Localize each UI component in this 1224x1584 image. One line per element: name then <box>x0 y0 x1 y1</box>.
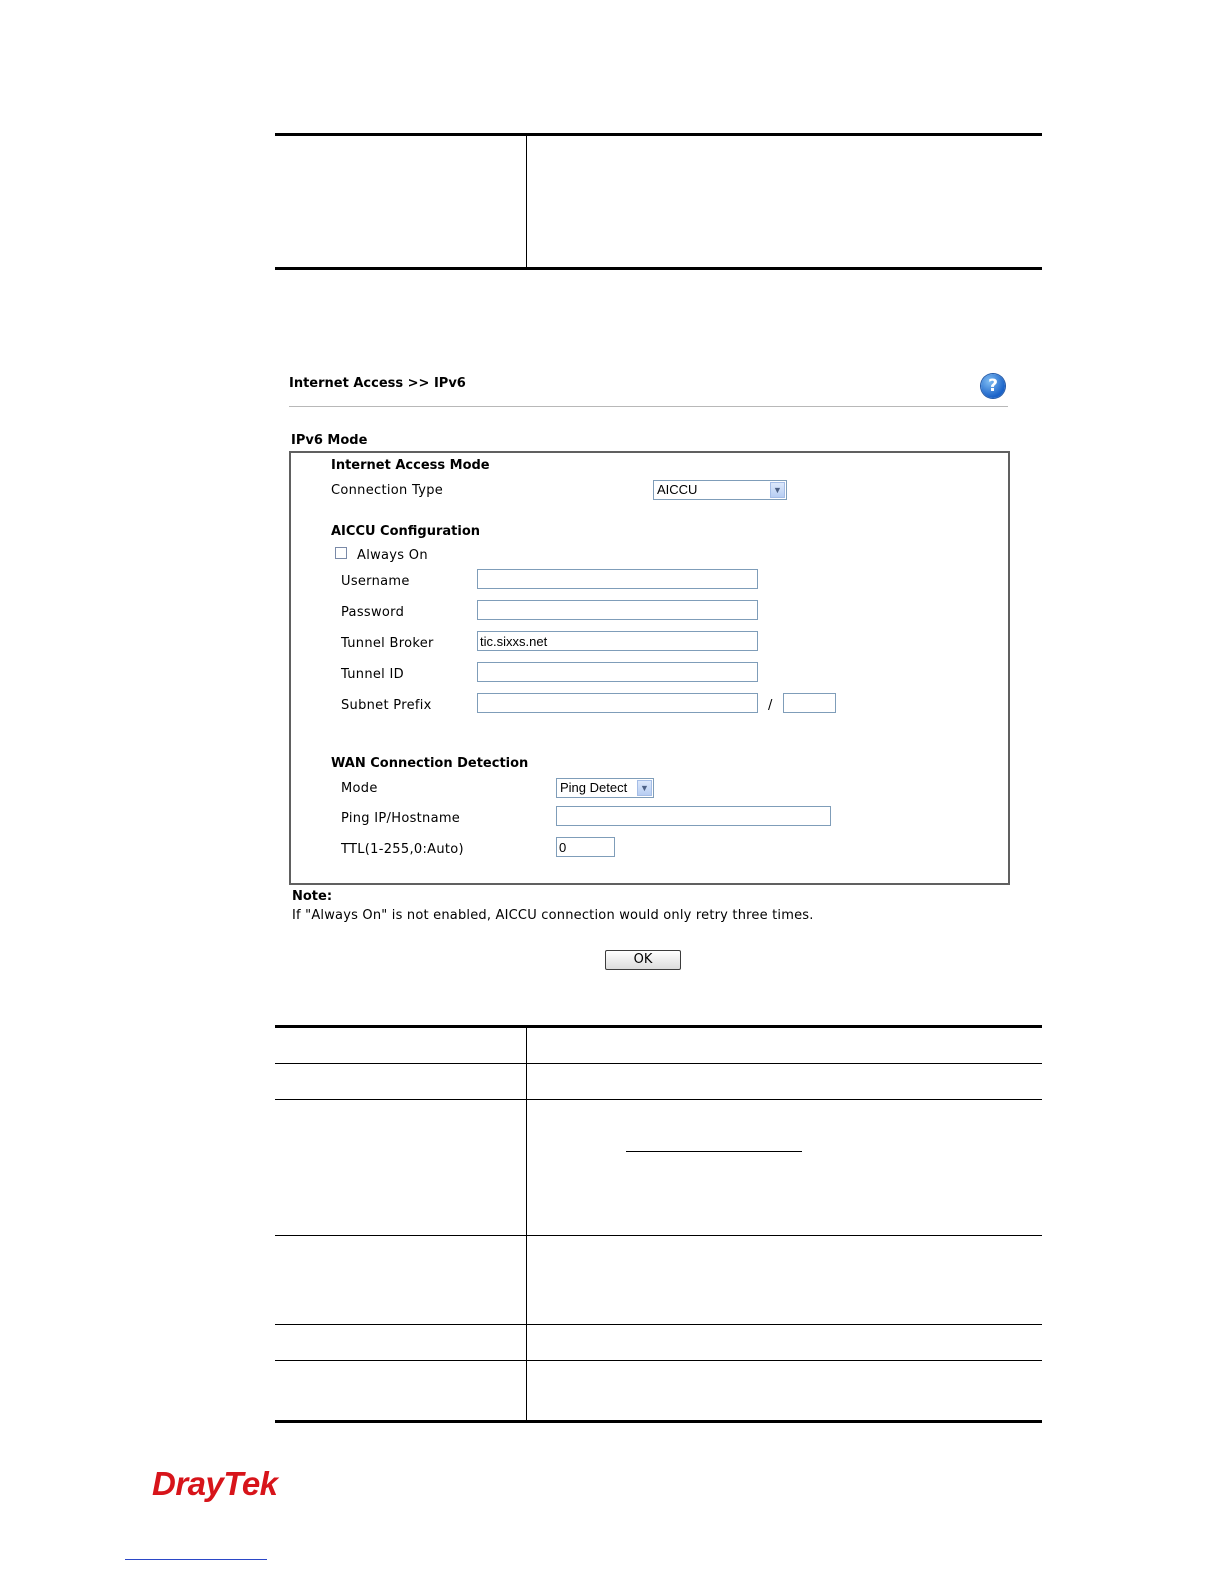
detect-mode-select[interactable] <box>556 778 654 798</box>
bottom-table-row-line <box>275 1063 1042 1064</box>
tunnel-broker-label: Tunnel Broker <box>341 636 434 651</box>
password-label: Password <box>341 605 405 620</box>
subnet-prefix-label: Subnet Prefix <box>341 698 432 713</box>
note-text: If "Always On" is not enabled, AICCU connection would only retry three times. <box>292 908 814 923</box>
aiccu-config-header: AICCU Configuration <box>331 524 481 539</box>
password-input[interactable] <box>477 600 758 620</box>
mode-label: Mode <box>341 781 378 796</box>
subnet-prefix-input[interactable] <box>477 693 758 713</box>
connection-type-value: AICCU <box>657 482 698 497</box>
ping-host-input[interactable] <box>556 806 831 826</box>
ping-host-label: Ping IP/Hostname <box>341 811 461 826</box>
ok-button[interactable]: OK <box>605 950 681 970</box>
breadcrumb: Internet Access >> IPv6 <box>289 376 466 391</box>
ttl-input[interactable]: 0 <box>556 837 615 857</box>
connection-type-label: Connection Type <box>331 483 444 498</box>
prefix-slash: / <box>768 698 773 713</box>
note-title: Note: <box>292 889 333 904</box>
tunnel-id-label: Tunnel ID <box>341 667 404 682</box>
detect-mode-value: Ping Detect <box>560 780 628 795</box>
bottom-table-row-line <box>275 1099 1042 1100</box>
question-help-icon[interactable]: ? <box>981 374 1005 398</box>
always-on-checkbox[interactable] <box>335 547 347 559</box>
chevron-down-icon: ▼ <box>770 482 785 498</box>
bottom-table-bottom-rule <box>275 1420 1042 1423</box>
title-divider <box>289 406 1008 407</box>
ttl-label: TTL(1-255,0:Auto) <box>341 842 464 857</box>
bottom-table-top-rule <box>275 1025 1042 1028</box>
internet-access-mode-header: Internet Access Mode <box>331 458 490 473</box>
table-link-underline <box>626 1151 802 1152</box>
wan-detection-header: WAN Connection Detection <box>331 756 529 771</box>
bottom-table-row-line <box>275 1235 1042 1236</box>
prefix-length-input[interactable] <box>783 693 836 713</box>
username-label: Username <box>341 574 410 589</box>
connection-type-select[interactable] <box>653 480 787 500</box>
chevron-down-icon: ▼ <box>637 780 652 796</box>
tunnel-broker-input[interactable]: tic.sixxs.net <box>477 631 758 651</box>
username-input[interactable] <box>477 569 758 589</box>
bottom-table-divider <box>526 1028 527 1421</box>
bottom-table-row-line <box>275 1324 1042 1325</box>
draytek-logo: DrayTek <box>152 1465 278 1502</box>
section-title: IPv6 Mode <box>291 433 368 448</box>
top-table-bottom-rule <box>275 267 1042 270</box>
bottom-table-row-line <box>275 1360 1042 1361</box>
footer-link-underline <box>125 1559 267 1560</box>
top-table-top-rule <box>275 133 1042 136</box>
top-table-divider <box>526 136 527 268</box>
always-on-label: Always On <box>357 548 428 563</box>
tunnel-id-input[interactable] <box>477 662 758 682</box>
